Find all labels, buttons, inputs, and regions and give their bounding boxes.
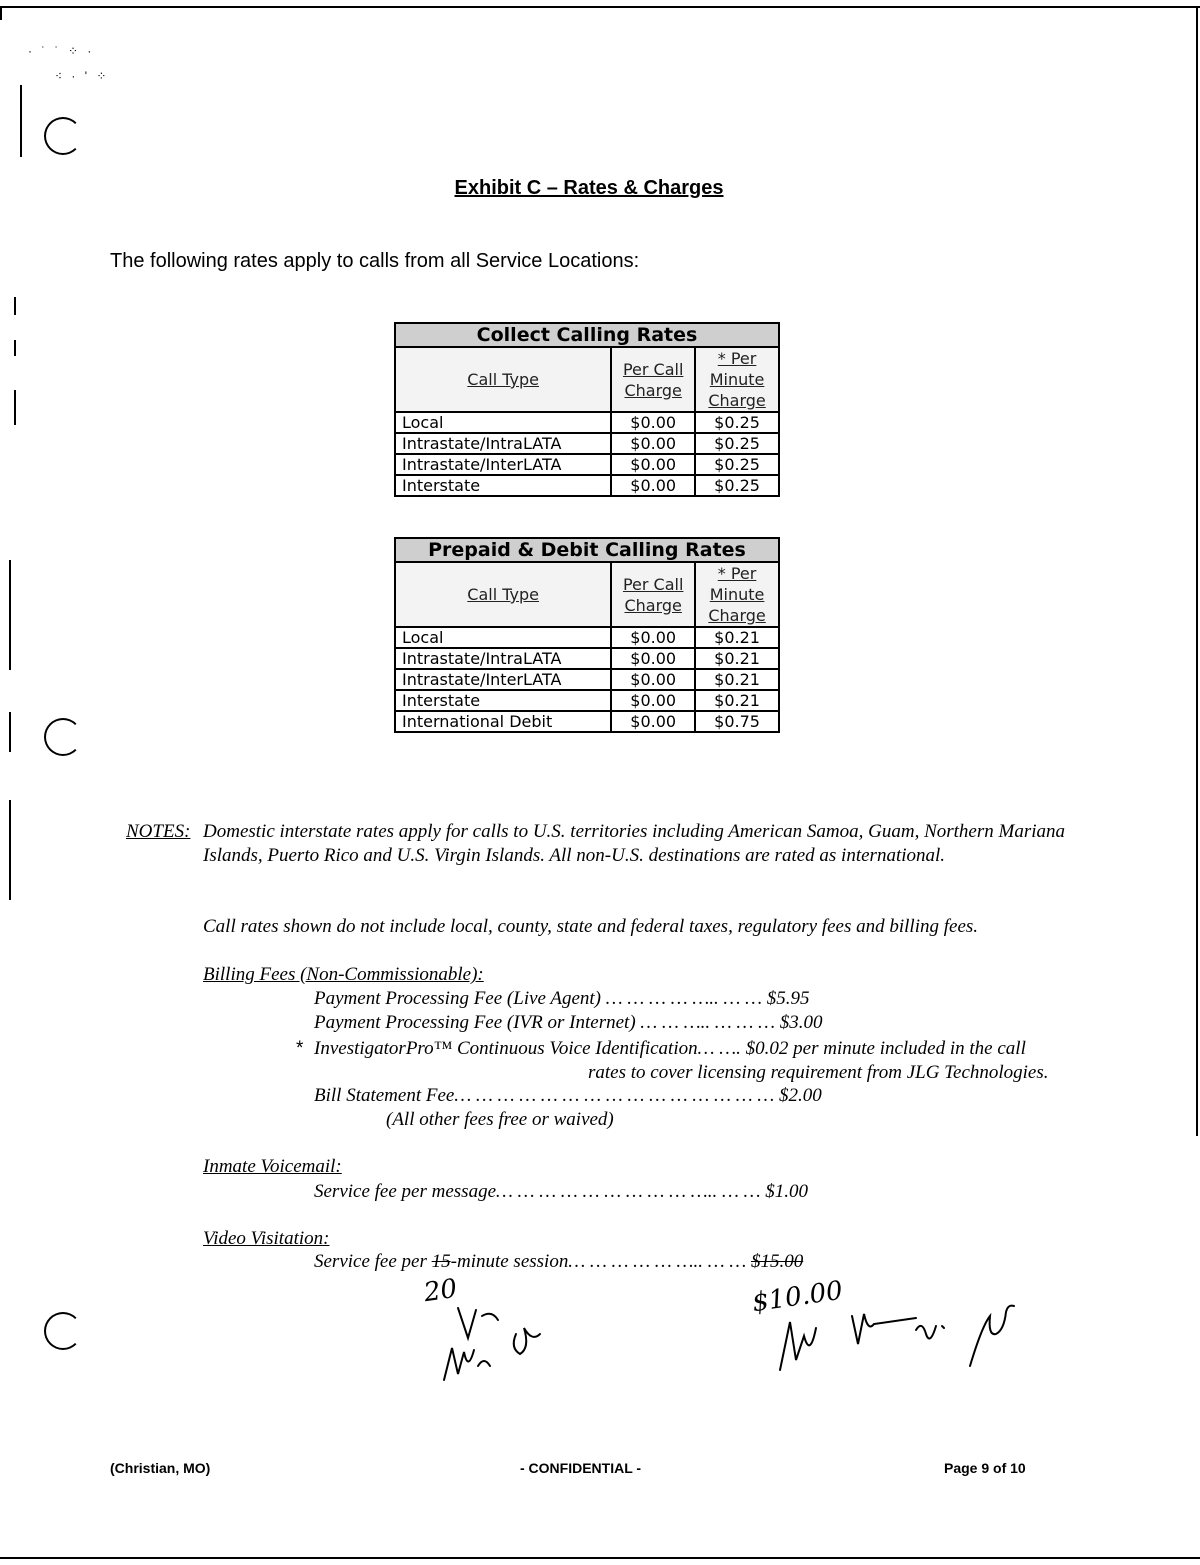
other-fees-note: (All other fees free or waived)	[386, 1109, 614, 1130]
fee-investigator-pro: InvestigatorPro™ Continuous Voice Identification… …. $0.02 per minute included in the call	[314, 1038, 1026, 1059]
table-row	[395, 412, 779, 433]
per-call-cell: $0.00	[611, 711, 695, 732]
scan-mark	[14, 297, 16, 315]
scan-mark	[9, 712, 11, 752]
per-minute-cell: $0.75	[695, 711, 779, 732]
fee-bill-statement: Bill Statement Fee… … … … … … … … … … … … … … … $2.00	[314, 1085, 822, 1106]
punch-hole	[44, 117, 82, 155]
notes-label: NOTES:	[126, 821, 191, 842]
column-header-per-call: Per Call Charge	[611, 562, 695, 627]
per-call-cell: $0.00	[611, 648, 695, 669]
intro-text: The following rates apply to calls from all Service Locations:	[110, 250, 640, 272]
notes-taxes-text: Call rates shown do not include local, county, state and federal taxes, regulatory fees and billing fees.	[203, 916, 979, 937]
per-call-cell: $0.00	[611, 627, 695, 648]
billing-fees-heading: Billing Fees (Non-Commissionable):	[203, 964, 484, 985]
scan-speckles: · ˙ ˙ ⁘ ·	[28, 44, 95, 58]
scan-mark	[14, 390, 16, 425]
collect-calling-rates-table	[394, 322, 780, 497]
per-call-cell: $0.00	[611, 454, 695, 475]
footer-confidential: - CONFIDENTIAL -	[520, 1460, 642, 1476]
video-visitation-fee	[314, 1250, 803, 1274]
scan-speckles: ⁖ · ' ⁘	[55, 69, 110, 83]
table-row	[395, 627, 779, 648]
footer-location: (Christian, MO)	[110, 1460, 211, 1476]
call-type-cell: Local	[395, 627, 611, 648]
table-row	[395, 475, 779, 496]
page-bottom-edge	[0, 1557, 1200, 1559]
document-title: Exhibit C – Rates & Charges	[454, 177, 724, 199]
footer-page-number: Page 9 of 10	[944, 1460, 1026, 1476]
per-call-cell: $0.00	[611, 433, 695, 454]
per-minute-cell: $0.21	[695, 690, 779, 711]
per-minute-cell: $0.21	[695, 669, 779, 690]
handwritten-amount: $10.00	[750, 1275, 845, 1319]
scan-mark	[9, 800, 11, 900]
scan-mark	[9, 560, 11, 670]
punch-hole	[44, 718, 82, 756]
handwritten-initials	[430, 1290, 1030, 1400]
video-visitation-heading: Video Visitation:	[203, 1228, 330, 1249]
per-call-cell: $0.00	[611, 690, 695, 711]
punch-hole	[44, 1312, 82, 1350]
per-minute-cell: $0.21	[695, 648, 779, 669]
prepaid-debit-calling-rates-table	[394, 537, 780, 733]
fee-live-agent: Payment Processing Fee (Live Agent) … … … … ….. … … $5.95	[314, 988, 810, 1009]
per-minute-cell: $0.25	[695, 475, 779, 496]
table-row	[395, 669, 779, 690]
fee-investigator-pro-continued: rates to cover licensing requirement from JLG Technologies.	[588, 1062, 1049, 1083]
table-row	[395, 433, 779, 454]
table-row	[395, 690, 779, 711]
page-left-edge	[0, 6, 2, 20]
scan-mark	[20, 85, 22, 157]
call-type-cell: Local	[395, 412, 611, 433]
column-header-per-call: Per Call Charge	[611, 347, 695, 412]
table-caption: Collect Calling Rates	[395, 323, 779, 347]
per-minute-cell: $0.25	[695, 412, 779, 433]
fee-prefix: Service fee per	[314, 1251, 432, 1272]
column-header-per-minute: * Per Minute Charge	[695, 562, 779, 627]
per-call-cell: $0.00	[611, 412, 695, 433]
call-type-cell: Intrastate/IntraLATA	[395, 648, 611, 669]
notes-domestic-text: Domestic interstate rates apply for calls to U.S. territories including American Samoa, Guam, Northern Mariana Islands, Puerto Rico and U.S. Virgin Islands. All non-U.S. destinations are rated as international.	[203, 821, 1065, 866]
column-header-per-minute: * Per Minute Charge	[695, 347, 779, 412]
per-minute-cell: $0.25	[695, 433, 779, 454]
table-caption: Prepaid & Debit Calling Rates	[395, 538, 779, 562]
struck-minutes: 15	[431, 1251, 451, 1272]
page-top-edge	[0, 6, 1200, 8]
call-type-cell: Interstate	[395, 475, 611, 496]
scan-mark	[14, 340, 16, 356]
per-call-cell: $0.00	[611, 669, 695, 690]
per-minute-cell: $0.21	[695, 627, 779, 648]
call-type-cell: Intrastate/InterLATA	[395, 669, 611, 690]
fee-suffix: -minute session… … … … … ….. … …	[450, 1251, 751, 1272]
per-minute-cell: $0.25	[695, 454, 779, 475]
table-row	[395, 711, 779, 732]
asterisk-marker: *	[296, 1038, 304, 1059]
call-type-cell: Interstate	[395, 690, 611, 711]
table-row	[395, 454, 779, 475]
inmate-voicemail-heading: Inmate Voicemail:	[203, 1156, 342, 1177]
struck-amount: $15.00	[750, 1251, 804, 1272]
call-type-cell: Intrastate/InterLATA	[395, 454, 611, 475]
per-call-cell: $0.00	[611, 475, 695, 496]
column-header-call-type: Call Type	[395, 347, 611, 412]
handwritten-minutes: 20	[422, 1273, 460, 1309]
voicemail-fee: Service fee per message… … … … … … … … … ….. … … $1.00	[314, 1181, 808, 1202]
page-right-edge	[1196, 6, 1198, 1136]
table-row	[395, 648, 779, 669]
fee-ivr-internet: Payment Processing Fee (IVR or Internet) … … ….. … … … $3.00	[314, 1012, 823, 1033]
column-header-call-type: Call Type	[395, 562, 611, 627]
call-type-cell: Intrastate/IntraLATA	[395, 433, 611, 454]
call-type-cell: International Debit	[395, 711, 611, 732]
